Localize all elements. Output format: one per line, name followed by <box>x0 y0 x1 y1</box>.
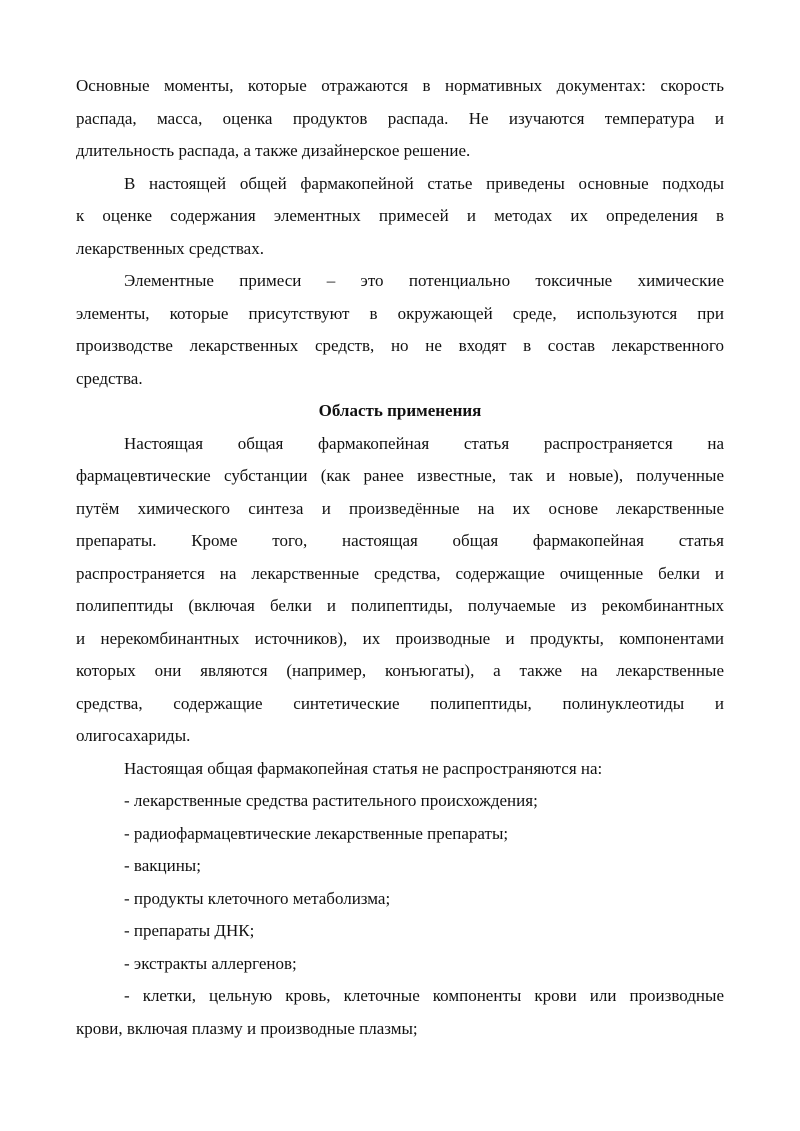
exclusions-intro: Настоящая общая фармакопейная статья не распространяются на: <box>124 758 603 778</box>
section-heading: Область применения <box>318 401 482 420</box>
text-line: Основные моменты, которые отражаются в нормативных документах: скорость <box>76 76 724 95</box>
text-line: Настоящая общая фармакопейная статья распространяется на <box>124 433 724 453</box>
intro-paragraph <box>76 70 724 168</box>
document-page <box>76 70 724 1045</box>
text-line: распространяется на лекарственные средства, содержащие очищенные белки и <box>76 563 724 583</box>
text-line: В настоящей общей фармакопейной статье приведены основные подходы <box>124 173 724 193</box>
definition-paragraph <box>76 265 724 395</box>
text-line: олигосахариды. <box>76 726 191 745</box>
list-item: - клетки, цельную кровь, клеточные компоненты крови или производные <box>124 986 724 1005</box>
list-item: - лекарственные средства растительного происхождения; <box>124 791 538 810</box>
text-line: которых они являются (например, конъюгаты), а также на лекарственные <box>76 661 724 680</box>
text-line: элементы, которые присутствуют в окружающей среде, используются при <box>76 303 724 323</box>
scope-intro-paragraph <box>76 168 724 266</box>
text-line: распада, масса, оценка продуктов распада. Не изучаются температура и <box>76 108 724 128</box>
text-line: путём химического синтеза и произведённые на их основе лекарственные <box>76 498 724 518</box>
text-line: полипептиды (включая белки и полипептиды, получаемые из рекомбинантных <box>76 596 724 615</box>
list-item-continuation: крови, включая плазму и производные плазмы; <box>76 1018 418 1038</box>
list-item: - радиофармацевтические лекарственные препараты; <box>124 823 509 843</box>
text-line: длительность распада, а также дизайнерское решение. <box>76 141 471 160</box>
list-item: - вакцины; <box>124 856 201 875</box>
text-line: производстве лекарственных средств, но не входят в состав лекарственного <box>76 336 724 355</box>
list-item: - препараты ДНК; <box>124 921 255 940</box>
text-line: средства, содержащие синтетические полипептиды, полинуклеотиды и <box>76 693 724 713</box>
text-line: Элементные примеси – это потенциально токсичные химические <box>124 271 724 290</box>
text-line: препараты. Кроме того, настоящая общая фармакопейная статья <box>76 531 724 550</box>
text-line: средства. <box>76 368 143 388</box>
text-line: лекарственных средствах. <box>76 238 264 258</box>
applicability-paragraph <box>76 428 724 753</box>
exclusions-list <box>76 785 724 1045</box>
list-item: - экстракты аллергенов; <box>124 953 297 973</box>
list-item: - продукты клеточного метаболизма; <box>124 888 391 908</box>
text-line: и нерекомбинантных источников), их производные и продукты, компонентами <box>76 628 724 648</box>
text-line: фармацевтические субстанции (как ранее известные, так и новые), полученные <box>76 466 724 485</box>
text-line: к оценке содержания элементных примесей и методах их определения в <box>76 206 724 225</box>
